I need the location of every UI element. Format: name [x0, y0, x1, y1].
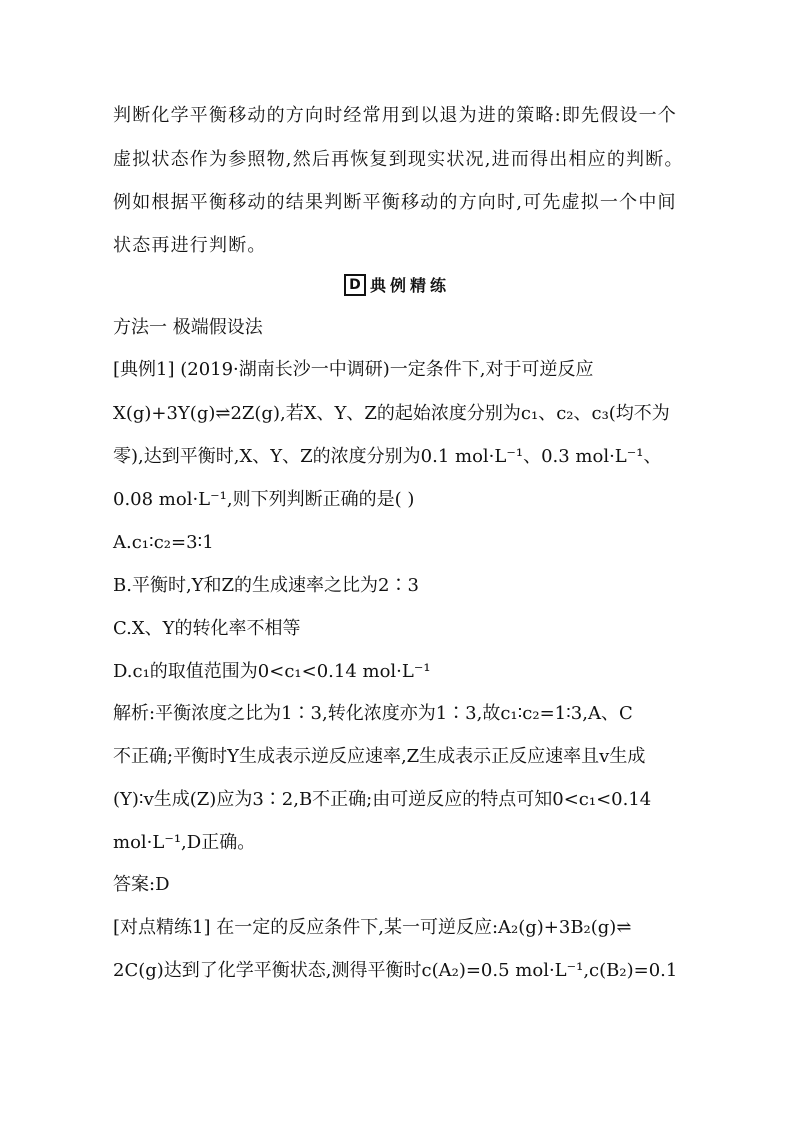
- answer-line: 答案:D: [113, 874, 170, 895]
- example-line-1: [典例1] (2019·湖南长沙一中调研)一定条件下,对于可逆反应: [113, 359, 594, 380]
- intro-line-3: 例如根据平衡移动的结果判断平衡移动的方向时,可先虚拟一个中间: [113, 192, 677, 213]
- example-line-3: 零),达到平衡时,X、Y、Z的浓度分别为0.1 mol·L⁻¹、0.3 mol·L⁻¹、: [113, 446, 662, 467]
- intro-line-4: 状态再进行判断。: [113, 235, 267, 256]
- section-title: 典例精练: [369, 276, 450, 295]
- analysis-line-1: 解析:平衡浓度之比为1∶3,转化浓度亦为1∶3,故c₁∶c₂=1∶3,A、C: [113, 703, 633, 724]
- analysis-line-3: (Y)∶v生成(Z)应为3∶2,B不正确;由可逆反应的特点可知0<c₁<0.14: [113, 789, 652, 810]
- example-line-4: 0.08 mol·L⁻¹,则下列判断正确的是( ): [113, 489, 415, 510]
- option-d: D.c₁的取值范围为0<c₁<0.14 mol·L⁻¹: [113, 661, 431, 682]
- option-c: C.X、Y的转化率不相等: [113, 618, 301, 639]
- analysis-line-2: 不正确;平衡时Y生成表示逆反应速率,Z生成表示正反应速率且v生成: [113, 746, 646, 767]
- practice-line-1: [对点精练1] 在一定的反应条件下,某一可逆反应:A₂(g)+3B₂(g)⇌: [113, 917, 632, 938]
- section-badge-icon: D: [344, 274, 366, 296]
- section-heading: [0, 273, 794, 296]
- intro-line-2: 虚拟状态作为参照物,然后再恢复到现实状况,进而得出相应的判断。: [113, 149, 684, 170]
- method-title: 方法一 极端假设法: [113, 317, 263, 338]
- analysis-line-4: mol·L⁻¹,D正确。: [113, 832, 256, 853]
- option-b: B.平衡时,Y和Z的生成速率之比为2∶3: [113, 575, 419, 596]
- intro-line-1: 判断化学平衡移动的方向时经常用到以退为进的策略:即先假设一个: [113, 105, 678, 126]
- practice-line-2: 2C(g)达到了化学平衡状态,测得平衡时c(A₂)=0.5 mol·L⁻¹,c(B₂)=0.1: [113, 960, 678, 981]
- example-line-2: X(g)+3Y(g)⇌2Z(g),若X、Y、Z的起始浓度分别为c₁、c₂、c₃(均不为: [113, 403, 670, 424]
- option-a: A.c₁∶c₂=3∶1: [113, 532, 214, 553]
